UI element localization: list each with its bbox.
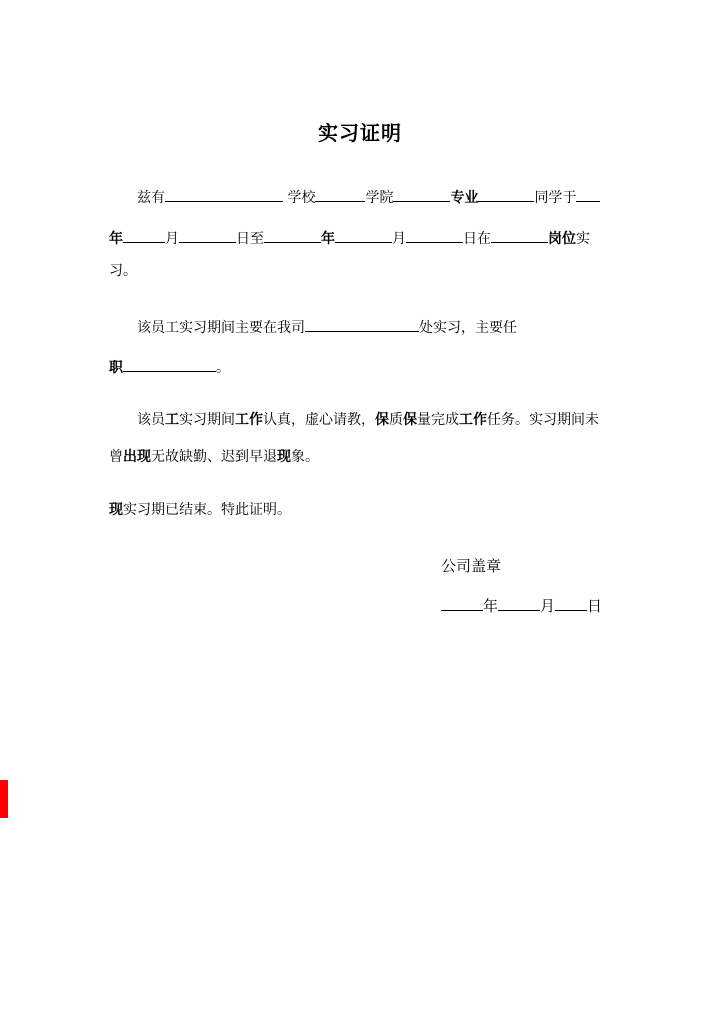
text-segment: 日在 — [463, 231, 491, 247]
text-segment: 保 — [403, 412, 417, 428]
blank-end-month[interactable] — [335, 227, 392, 243]
blank-student-name[interactable] — [478, 186, 534, 202]
text-segment: 日 — [587, 597, 603, 615]
blank-sign-year[interactable] — [441, 595, 483, 611]
text-segment: 同学于 — [534, 190, 577, 206]
blank-end-year[interactable] — [264, 227, 321, 243]
text-segment: 月 — [165, 231, 179, 247]
text-segment: 学院 — [365, 190, 394, 206]
text-segment: 专业 — [450, 190, 479, 206]
blank-start-year[interactable] — [576, 186, 600, 202]
blank-sign-month[interactable] — [498, 595, 540, 611]
paragraph-3-line-1 — [137, 410, 599, 430]
text-segment: 工 — [165, 412, 179, 428]
text-segment: 工作 — [235, 412, 263, 428]
signature-date — [441, 595, 602, 616]
text-segment: 实 — [576, 231, 590, 247]
text-segment: 象。 — [291, 449, 319, 465]
text-segment: 年 — [321, 231, 335, 247]
paragraph-1-line-2 — [109, 227, 590, 249]
text-segment: 月 — [540, 597, 556, 615]
paragraph-2-line-2 — [109, 356, 230, 378]
text-segment: 保 — [375, 412, 389, 428]
document-title: 实习证明 — [318, 121, 402, 145]
blank-start-month[interactable] — [123, 227, 165, 243]
text-segment: 量完成 — [417, 412, 459, 428]
text-segment: 年 — [109, 231, 123, 247]
paragraph-1-line-3 — [109, 261, 137, 281]
edge-marker — [0, 780, 8, 818]
text-segment: 处实习，主要任 — [419, 320, 517, 336]
text-segment: 工作 — [459, 412, 487, 428]
text-segment: 年 — [483, 597, 499, 615]
text-segment: 实习期间 — [179, 412, 235, 428]
text-segment: 质 — [389, 412, 403, 428]
text-segment: 任务。实习期间未 — [487, 412, 599, 428]
text-segment: 实习期已结束。特此证明。 — [123, 502, 291, 518]
text-segment: 该员工实习期间主要在我司 — [137, 320, 305, 336]
text-segment: 无故缺勤、迟到早退 — [151, 449, 277, 465]
blank-school[interactable] — [165, 186, 283, 202]
text-segment: 。 — [216, 360, 230, 376]
paragraph-1-line-1 — [137, 186, 600, 208]
text-segment: 认真，虚心请教， — [263, 412, 375, 428]
blank-college[interactable] — [315, 186, 365, 202]
text-segment: 该员 — [137, 412, 165, 428]
blank-role[interactable] — [123, 356, 216, 372]
text-segment: 学校 — [287, 190, 316, 206]
text-segment: 出现 — [123, 449, 151, 465]
text-segment: 日至 — [236, 231, 264, 247]
text-segment: 习。 — [109, 263, 137, 279]
blank-department[interactable] — [305, 316, 419, 332]
text-segment: 兹有 — [137, 190, 165, 206]
text-segment: 现 — [109, 502, 123, 518]
paragraph-4-line-1 — [109, 500, 291, 520]
text-segment: 月 — [392, 231, 406, 247]
text-segment: 职 — [109, 360, 123, 376]
blank-start-day[interactable] — [179, 227, 236, 243]
paragraph-3-line-2 — [109, 447, 319, 467]
text-segment: 现 — [277, 449, 291, 465]
blank-major[interactable] — [393, 186, 450, 202]
text-segment: 岗位 — [548, 231, 576, 247]
company-seal-label: 公司盖章 — [441, 557, 502, 575]
blank-sign-day[interactable] — [555, 595, 587, 611]
text-segment: 曾 — [109, 449, 123, 465]
paragraph-2-line-1 — [137, 316, 517, 338]
blank-end-day[interactable] — [406, 227, 463, 243]
blank-position[interactable] — [491, 227, 548, 243]
